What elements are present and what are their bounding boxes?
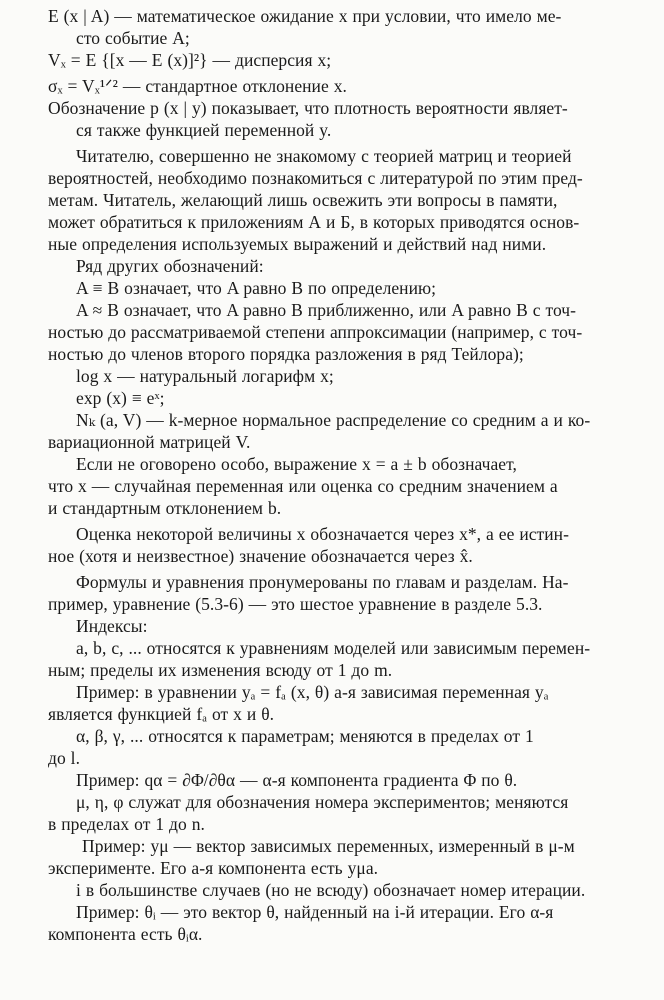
- text-line: ся также функцией переменной y.: [76, 120, 332, 140]
- text-line: A ≈ B означает, что A равно B приближенно, или A равно B с точ-: [76, 300, 577, 320]
- text-line: log x — натуральный логарифм x;: [76, 366, 334, 386]
- text-line: i в большинстве случаев (но не всюду) обозначает номер итерации.: [76, 880, 586, 900]
- text-line: метам. Читатель, желающий лишь освежить эти вопросы в памяти,: [48, 190, 558, 210]
- text-line: эксперименте. Его a-я компонента есть yμa.: [48, 858, 379, 878]
- text-line: A ≡ B означает, что A равно B по определению;: [76, 278, 437, 298]
- text-line: Пример: yμ — вектор зависимых переменных, измеренный в μ-м: [82, 836, 575, 856]
- text-body: [48, 5, 634, 945]
- text-line: вариационной матрицей V.: [48, 432, 251, 452]
- text-line: Ряд других обозначений:: [76, 256, 264, 276]
- text-line: что x — случайная переменная или оценка со средним значением a: [48, 476, 558, 496]
- text-line: ные определения используемых выражений и действий над ними.: [48, 234, 547, 254]
- text-line: Обозначение p (x | y) показывает, что плотность вероятности являет-: [48, 98, 568, 118]
- text-line: может обратиться к приложениям А и Б, в которых приводятся основ-: [48, 212, 580, 232]
- text-line: Формулы и уравнения пронумерованы по главам и разделам. На-: [76, 572, 569, 592]
- text-line: σₓ = Vₓ¹ᐟ² — стандартное отклонение x.: [48, 76, 347, 96]
- text-line: в пределах от 1 до n.: [48, 814, 205, 834]
- text-line: Nₖ (a, V) — k-мерное нормальное распределение со средним a и ко-: [76, 410, 591, 430]
- text-line: и стандартным отклонением b.: [48, 498, 282, 518]
- text-line: Пример: θᵢ — это вектор θ, найденный на i-й итерации. Его α-я: [76, 902, 554, 922]
- text-line: Vₓ = E {[x — E (x)]²} — дисперсия x;: [48, 50, 332, 70]
- text-line: Пример: в уравнении yₐ = fₐ (x, θ) a-я зависимая переменная yₐ: [76, 682, 549, 702]
- text-line: Если не оговорено особо, выражение x = a ± b обозначает,: [76, 454, 517, 474]
- text-line: exp (x) ≡ eˣ;: [76, 388, 165, 408]
- text-line: Читателю, совершенно не знакомому с теорией матриц и теорией: [76, 146, 572, 166]
- text-line: является функцией fₐ от x и θ.: [48, 704, 275, 724]
- text-line: Индексы:: [76, 616, 148, 636]
- text-line: ным; пределы их изменения всюду от 1 до m.: [48, 660, 393, 680]
- text-line: μ, η, φ служат для обозначения номера экспериментов; меняются: [76, 792, 569, 812]
- text-line: Пример: qα = ∂Φ/∂θα — α-я компонента градиента Φ по θ.: [76, 770, 518, 790]
- text-line: компонента есть θᵢα.: [48, 924, 203, 944]
- text-line: a, b, c, ... относятся к уравнениям моделей или зависимым перемен-: [76, 638, 591, 658]
- text-line: до l.: [48, 748, 81, 768]
- text-line: ное (хотя и неизвестное) значение обозначается через x̂.: [48, 546, 473, 566]
- text-line: E (x | A) — математическое ожидание x при условии, что имело ме-: [48, 6, 562, 26]
- text-line: α, β, γ, ... относятся к параметрам; меняются в пределах от 1: [76, 726, 534, 746]
- text-line: ностью до членов второго порядка разложения в ряд Тейлора);: [48, 344, 524, 364]
- text-line: ностью до рассматриваемой степени аппроксимации (например, с точ-: [48, 322, 583, 342]
- text-line: пример, уравнение (5.3-6) — это шестое уравнение в разделе 5.3.: [48, 594, 543, 614]
- text-line: Оценка некоторой величины x обозначается через x*, а ее истин-: [76, 524, 569, 544]
- text-line: сто событие A;: [76, 28, 190, 48]
- text-line: вероятностей, необходимо познакомиться с литературой по этим пред-: [48, 168, 583, 188]
